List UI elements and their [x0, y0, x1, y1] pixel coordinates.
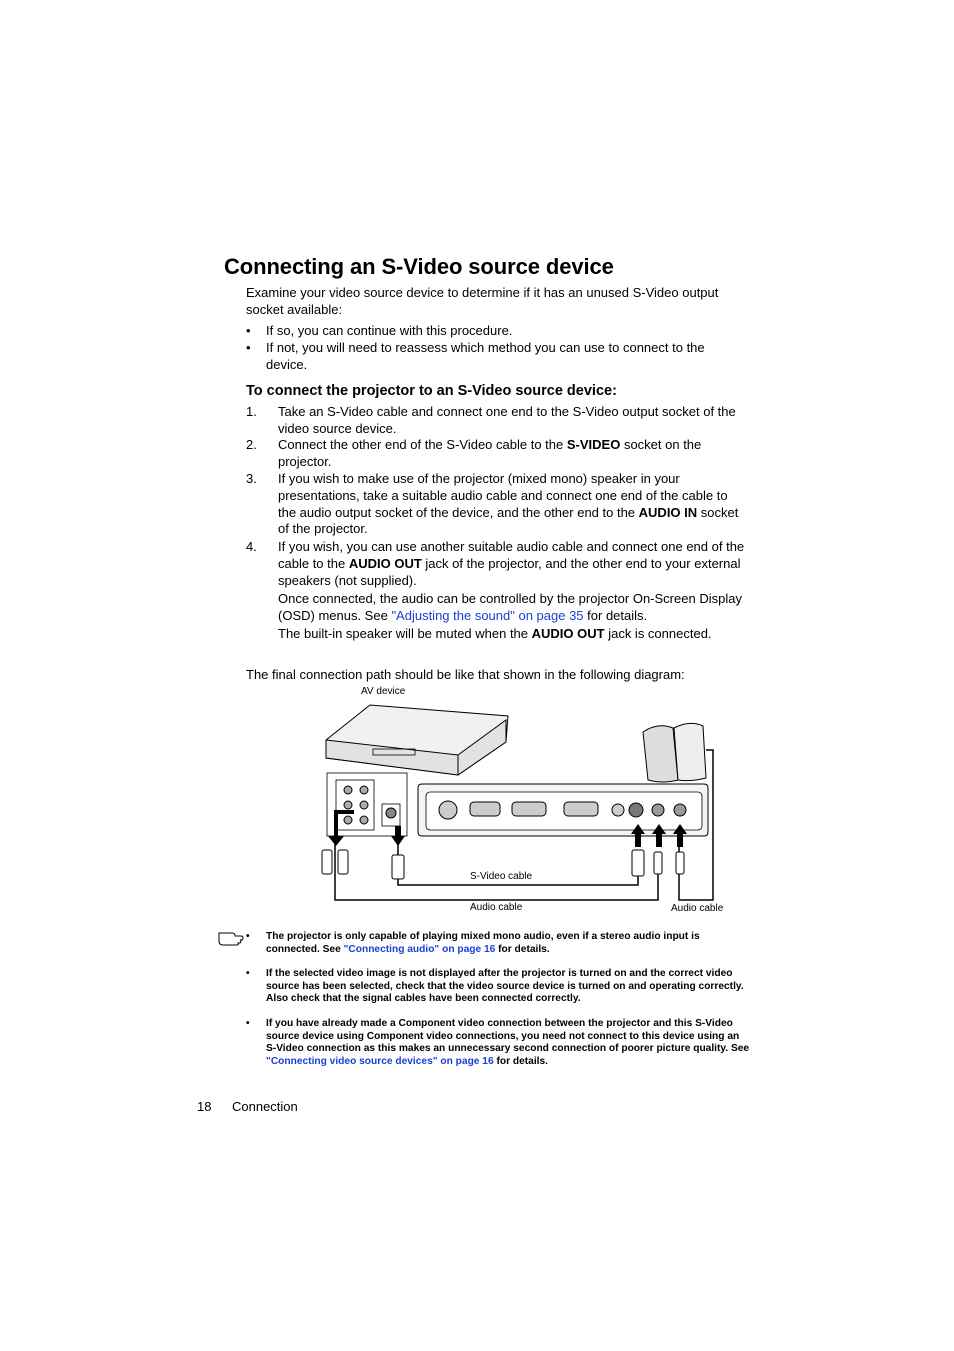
connecting-audio-link[interactable]: "Connecting audio" on page 16 — [343, 943, 496, 955]
footer-section: Connection — [232, 1099, 298, 1114]
page-title: Connecting an S-Video source device — [224, 254, 614, 279]
projector-rear-panel — [418, 784, 708, 836]
audio-cable-left-label: Audio cable — [470, 902, 523, 913]
page-number: 18 — [197, 1099, 212, 1114]
bullet-dot: • — [246, 323, 251, 338]
svideo-cable-label: S-Video cable — [470, 871, 533, 882]
speakers-illustration — [643, 723, 706, 782]
mute-note: The built-in speaker will be muted when the AUDIO OUT jack is connected. — [278, 626, 712, 641]
intro-bullet-text: If so, you can continue with this procedure. — [266, 323, 513, 338]
bullet-dot: • — [246, 931, 250, 942]
step-text: If you wish to make use of the projector (mixed mono) speaker in your presentations, take a suitable audio cable and connect one end of the cable to the audio output socket of the device, and the other end to the AUDIO IN socket of the projector. — [278, 471, 739, 537]
bullet-dot: • — [246, 1018, 250, 1029]
connecting-video-link[interactable]: "Connecting video source devices" on page 16 — [266, 1055, 494, 1067]
note-text: If the selected video image is not displayed after the projector is turned on and the correct video source has been selected, check that the video source device is turned on and operating correctly. Also check that the signal cables have been connected correctly. — [266, 968, 744, 1005]
osd-note: Once connected, the audio can be controlled by the projector On-Screen Display (OSD) menus. See "Adjusting the sound" on page 35 for details. — [278, 591, 742, 623]
note-hand-icon — [218, 929, 244, 947]
diagram-intro: The final connection path should be like that shown in the following diagram: — [246, 667, 685, 682]
section-subheading: To connect the projector to an S-Video source device: — [246, 383, 617, 399]
step-text: Connect the other end of the S-Video cable to the S-VIDEO socket on the projector. — [278, 437, 702, 469]
step-number: 4. — [246, 539, 257, 554]
step-number: 2. — [246, 437, 257, 452]
av-device-label: AV device — [361, 686, 406, 697]
audio-cable-right-label: Audio cable — [671, 903, 724, 914]
av-device-illustration — [326, 705, 508, 775]
bullet-dot: • — [246, 340, 251, 355]
intro-paragraph: Examine your video source device to determine if it has an unused S-Video output socket available: — [246, 285, 719, 317]
step-text: If you wish, you can use another suitable audio cable and connect one end of the cable to the AUDIO OUT jack of the projector, and the other end to your external speakers (not supplied). — [278, 539, 745, 588]
adjusting-sound-link[interactable]: "Adjusting the sound" on page 35 — [391, 607, 584, 623]
note-text: The projector is only capable of playing mixed mono audio, even if a stereo audio input is connected. See "Connecting audio" on page 16 for details. — [266, 931, 700, 955]
intro-bullet-text: If not, you will need to reassess which method you can use to connect to the device. — [266, 340, 705, 372]
note-text: If you have already made a Component video connection between the projector and this S-Video source device using Component video connections, you need not connect to this device using an S-Video connection as this makes an unnecessary second connection of poorer picture quality. See "Connecting video source devices" on page 16 for details. — [266, 1018, 750, 1067]
step-text: Take an S-Video cable and connect one end to the S-Video output socket of the video source device. — [278, 404, 736, 436]
step-number: 3. — [246, 471, 257, 486]
bullet-dot: • — [246, 968, 250, 979]
step-number: 1. — [246, 404, 257, 419]
